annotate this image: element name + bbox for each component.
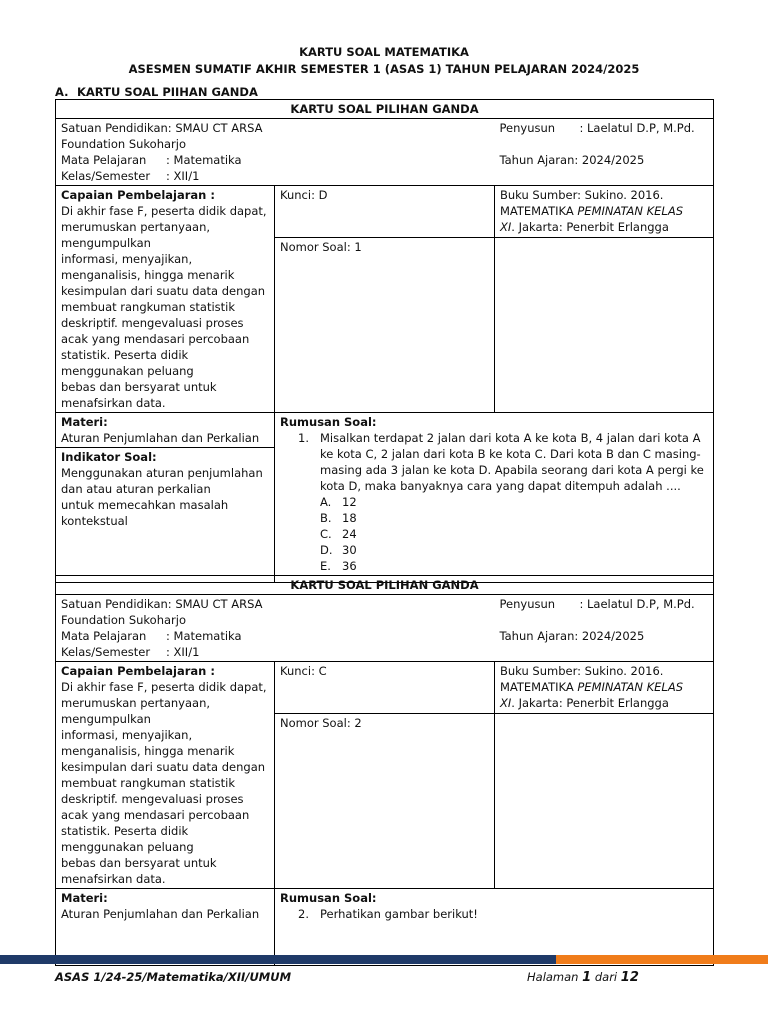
capaian-line: informasi, menyajikan, <box>61 252 193 266</box>
footer-code: ASAS 1/24-25/Matematika/XII/UMUM <box>55 970 292 984</box>
answer-option: E. 36 <box>320 559 357 573</box>
rumusan-soal: Rumusan Soal: 2. Perhatikan gambar berikut! <box>275 889 714 966</box>
buku-sumber: Buku Sumber: Sukino. 2016. MATEMATIKA PEMINATAN KELAS XI. Jakarta: Penerbit Erlangga <box>495 186 714 238</box>
capaian-line: menafsirkan data. <box>61 872 166 886</box>
capaian-line: merumuskan pertanyaan, <box>61 696 211 710</box>
author-block <box>495 595 714 662</box>
capaian-line: bebas dan bersyarat untuk <box>61 856 217 870</box>
penyusun: Penyusun : Laelatul D.P, M.Pd. <box>499 597 695 611</box>
indikator-line: dan atau aturan perkalian <box>61 482 211 496</box>
capaian-line: kesimpulan dari suatu data dengan <box>61 760 266 774</box>
document-subtitle: ASESMEN SUMATIF AKHIR SEMESTER 1 (ASAS 1) TAHUN PELAJARAN 2024/2025 <box>128 62 640 76</box>
indikator-soal: Indikator Soal: Menggunakan aturan penjumlahan dan atau aturan perkalian untuk memecahkan masalah kontekstual <box>56 448 275 583</box>
question-card-2 <box>55 575 714 966</box>
indikator-line: Menggunakan aturan penjumlahan <box>61 466 263 480</box>
capaian-line: menganalisis, hingga menarik <box>61 744 235 758</box>
capaian-line: merumuskan pertanyaan, <box>61 220 211 234</box>
kelas-semester: Kelas/Semester : XII/1 <box>61 169 200 183</box>
buku-sumber: Buku Sumber: Sukino. 2016. MATEMATIKA PEMINATAN KELAS XI. Jakarta: Penerbit Erlangga <box>495 662 714 714</box>
answer-option: B. 18 <box>320 511 357 525</box>
answer-option: C. 24 <box>320 527 357 541</box>
satuan-pendidikan-2: Foundation Sukoharjo <box>61 137 187 151</box>
section-letter: A. <box>55 85 69 99</box>
capaian-line: kesimpulan dari suatu data dengan <box>61 284 266 298</box>
capaian-line: menafsirkan data. <box>61 396 166 410</box>
capaian-line: informasi, menyajikan, <box>61 728 193 742</box>
materi: Materi: Aturan Penjumlahan dan Perkalian <box>56 889 275 966</box>
footer-page: Halaman 1 dari 12 <box>527 970 639 985</box>
answer-option: A. 12 <box>320 495 357 509</box>
mata-pelajaran: Mata Pelajaran : Matematika <box>61 153 242 167</box>
satuan-pendidikan-2: Foundation Sukoharjo <box>61 613 187 627</box>
question-text: Misalkan terdapat 2 jalan dari kota A ke kota B, 4 jalan dari kota A ke kota C, 2 jalan dari kota B ke kota C. Dari kota B dan C masing-masing ada 3 jalan ke kota D. Apabila seorang dari kota A pergi ke kota D, maka banyaknya cara yang dapat ditempuh adalah .... <box>320 431 704 493</box>
capaian-line: mengumpulkan <box>61 712 151 726</box>
capaian-line: Di akhir fase F, peserta didik dapat, <box>61 680 267 694</box>
capaian-line: Di akhir fase F, peserta didik dapat, <box>61 204 267 218</box>
card-heading: KARTU SOAL PILIHAN GANDA <box>56 100 714 119</box>
answer-option: D. 30 <box>320 543 357 557</box>
nomor-soal: Nomor Soal: 2 <box>275 713 495 888</box>
capaian-pembelajaran: Capaian Pembelajaran : Di akhir fase F, peserta didik dapat, merumuskan pertanyaan, mengumpulkan informasi, menyajikan, menganalisis, hingga menarik kesimpulan dari suatu data dengan membuat rangkuman statistik deskriptif. mengevaluasi proses acak yang mendasari percobaan statistik. Peserta didik menggunakan peluang bebas dan bersyarat untuk menafsirkan data. <box>56 662 275 889</box>
document-title: KARTU SOAL MATEMATIKA <box>299 45 469 59</box>
footer-bar-orange <box>556 955 768 964</box>
question-text: Perhatikan gambar berikut! <box>320 907 478 921</box>
identity-block <box>56 119 495 186</box>
empty-cell <box>495 237 714 412</box>
capaian-line: menggunakan peluang <box>61 364 194 378</box>
capaian-line: deskriptif. mengevaluasi proses <box>61 316 244 330</box>
tahun-ajaran: Tahun Ajaran: 2024/2025 <box>499 629 645 643</box>
capaian-line: mengumpulkan <box>61 236 151 250</box>
capaian-line: deskriptif. mengevaluasi proses <box>61 792 244 806</box>
nomor-soal: Nomor Soal: 1 <box>275 237 495 412</box>
indikator-line: kontekstual <box>61 514 128 528</box>
capaian-line: bebas dan bersyarat untuk <box>61 380 217 394</box>
penyusun: Penyusun : Laelatul D.P, M.Pd. <box>499 121 695 135</box>
section-label: KARTU SOAL PIIHAN GANDA <box>77 85 258 99</box>
capaian-line: acak yang mendasari percobaan <box>61 808 250 822</box>
footer-bar-navy <box>0 955 556 964</box>
kelas-semester: Kelas/Semester : XII/1 <box>61 645 200 659</box>
capaian-line: menggunakan peluang <box>61 840 194 854</box>
capaian-line: statistik. Peserta didik <box>61 824 189 838</box>
capaian-pembelajaran: Capaian Pembelajaran : Di akhir fase F, peserta didik dapat, merumuskan pertanyaan, mengumpulkan informasi, menyajikan, menganalisis, hingga menarik kesimpulan dari suatu data dengan membuat rangkuman statistik deskriptif. mengevaluasi proses acak yang mendasari percobaan statistik. Peserta didik menggunakan peluang bebas dan bersyarat untuk menafsirkan data. <box>56 186 275 413</box>
section-heading <box>55 85 258 99</box>
satuan-pendidikan: Satuan Pendidikan: SMAU CT ARSA <box>61 597 263 611</box>
card-heading: KARTU SOAL PILIHAN GANDA <box>56 576 714 595</box>
capaian-line: acak yang mendasari percobaan <box>61 332 250 346</box>
author-block <box>495 119 714 186</box>
capaian-line: menganalisis, hingga menarik <box>61 268 235 282</box>
rumusan-soal: Rumusan Soal: 1. Misalkan terdapat 2 jalan dari kota A ke kota B, 4 jalan dari kota A ke kota C, 2 jalan dari kota B ke kota C. Dari kota B dan C masing-masing ada 3 jalan ke kota D. Apabila seorang dari kota A pergi ke kota D, maka banyaknya cara yang dapat ditempuh adalah .... A. 12 B. 18 C. 24 D. 30 E. 36 <box>275 413 714 583</box>
empty-cell <box>495 713 714 888</box>
mata-pelajaran: Mata Pelajaran : Matematika <box>61 629 242 643</box>
kunci-jawaban: Kunci: D <box>275 186 495 238</box>
question-number: 2. <box>298 907 309 921</box>
capaian-line: membuat rangkuman statistik <box>61 300 236 314</box>
materi: Materi: Aturan Penjumlahan dan Perkalian <box>56 413 275 448</box>
kunci-jawaban: Kunci: C <box>275 662 495 714</box>
satuan-pendidikan: Satuan Pendidikan: SMAU CT ARSA <box>61 121 263 135</box>
question-card-1 <box>55 99 714 583</box>
question-number: 1. <box>298 431 309 445</box>
identity-block <box>56 595 495 662</box>
capaian-line: statistik. Peserta didik <box>61 348 189 362</box>
indikator-line: untuk memecahkan masalah <box>61 498 229 512</box>
tahun-ajaran: Tahun Ajaran: 2024/2025 <box>499 153 645 167</box>
capaian-line: membuat rangkuman statistik <box>61 776 236 790</box>
